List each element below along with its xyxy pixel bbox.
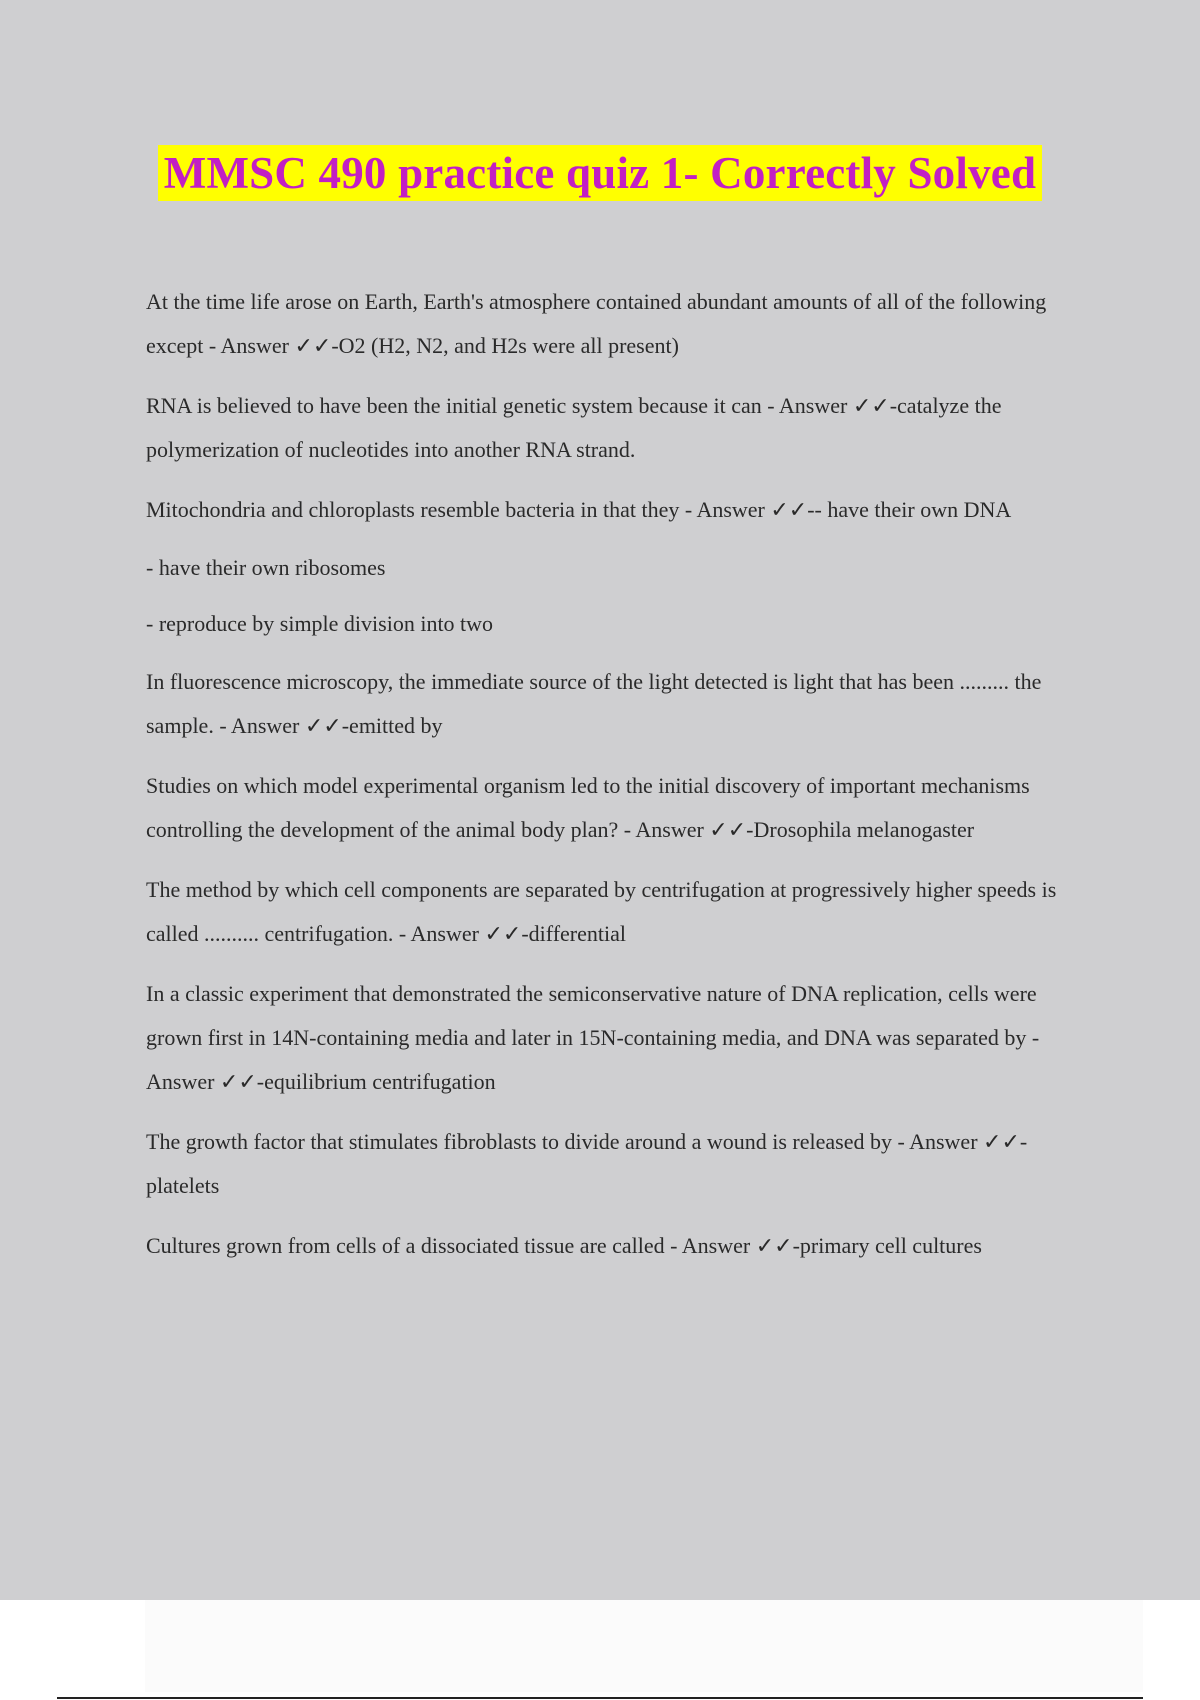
document-title: MMSC 490 practice quiz 1- Correctly Solved bbox=[158, 145, 1042, 201]
question-item: RNA is believed to have been the initial genetic system because it can - Answer ✓✓-catalyze the polymerization of nucleotides into another RNA strand. bbox=[146, 393, 1002, 462]
question-item: Cultures grown from cells of a dissociated tissue are called - Answer ✓✓-primary cell cultures bbox=[146, 1233, 982, 1258]
answer-bullet: - have their own ribosomes bbox=[146, 555, 386, 580]
page-bottom-margin bbox=[0, 1600, 1200, 1700]
answer-bullet: - reproduce by simple division into two bbox=[146, 611, 494, 636]
question-item: At the time life arose on Earth, Earth's atmosphere contained abundant amounts of all of the following except - Answer ✓✓-O2 (H2, N2, and H2s were all present) bbox=[146, 289, 1047, 358]
question-item: Mitochondria and chloroplasts resemble bacteria in that they - Answer ✓✓-- have their own DNA bbox=[146, 497, 1012, 522]
question-item: In fluorescence microscopy, the immediate source of the light detected is light that has been ......... the sample. - Answer ✓✓-emitted by bbox=[146, 669, 1042, 738]
question-list bbox=[146, 280, 1086, 1284]
question-item: The growth factor that stimulates fibroblasts to divide around a wound is released by - Answer ✓✓-platelets bbox=[146, 1129, 1028, 1198]
question-item: Studies on which model experimental organism led to the initial discovery of important mechanisms controlling the development of the animal body plan? - Answer ✓✓-Drosophila melanogaster bbox=[146, 773, 1030, 842]
next-page-preview bbox=[145, 1600, 1143, 1692]
title-container bbox=[0, 145, 1200, 201]
question-item: In a classic experiment that demonstrated the semiconservative nature of DNA replication, cells were grown first in 14N-containing media and later in 15N-containing media, and DNA was separated by - Answer ✓✓-equilibrium centrifugation bbox=[146, 981, 1040, 1094]
question-item: The method by which cell components are separated by centrifugation at progressively higher speeds is called .......... centrifugation. - Answer ✓✓-differential bbox=[146, 877, 1057, 946]
footer-divider bbox=[57, 1697, 1143, 1699]
